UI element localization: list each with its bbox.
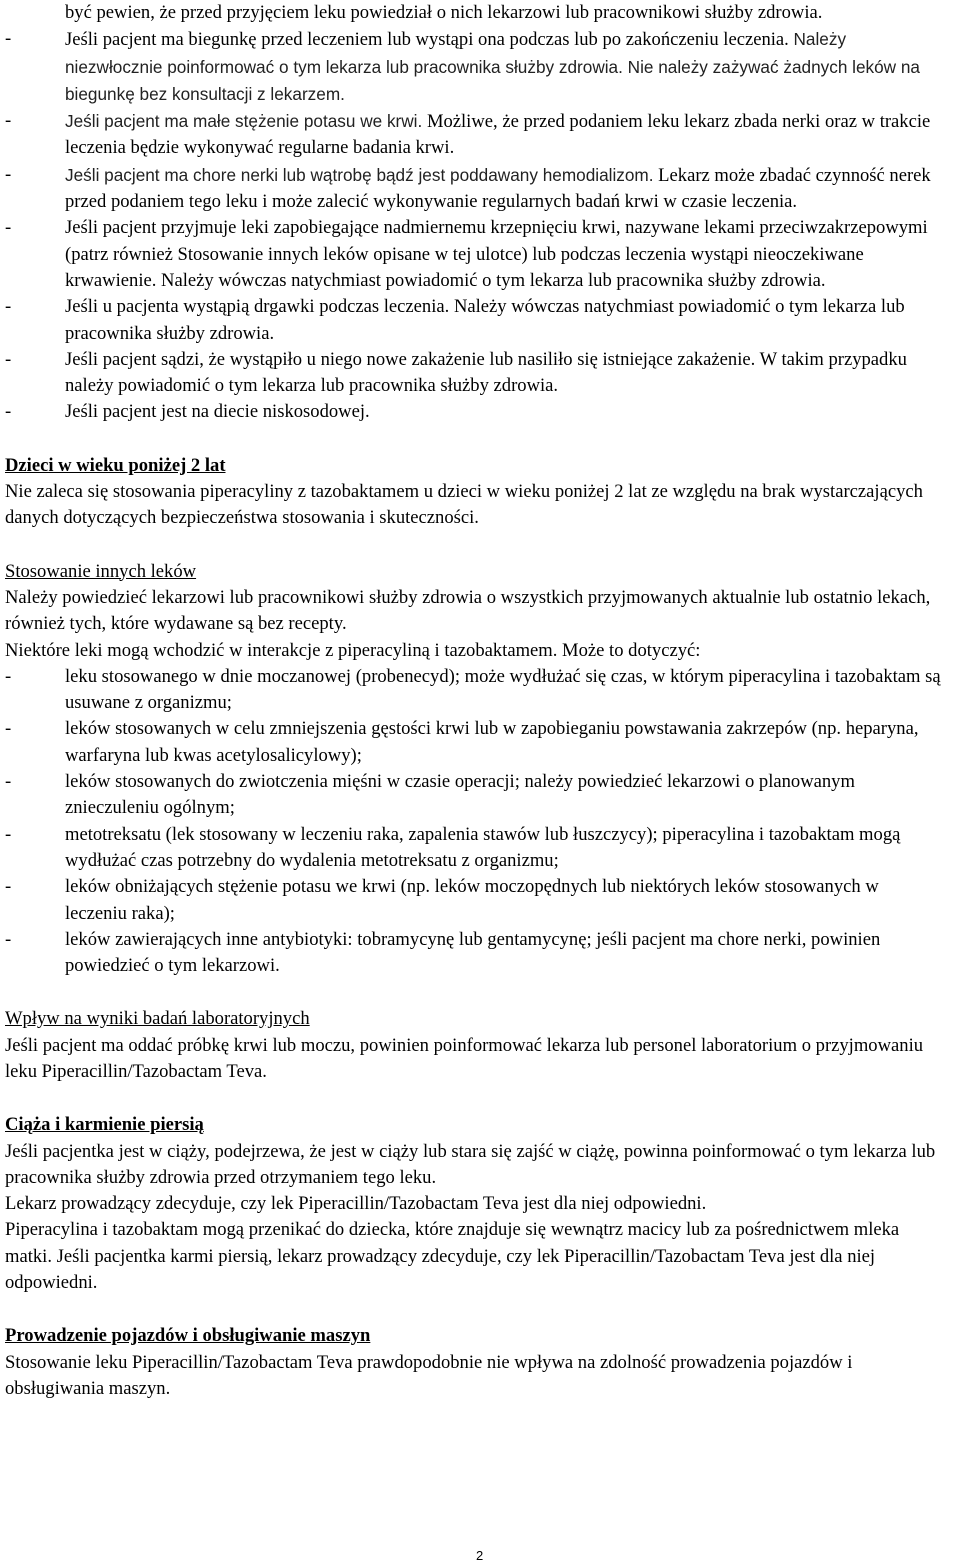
list-dash: - — [5, 28, 12, 50]
interaction-item — [5, 716, 945, 769]
precaution-item-kidney — [5, 162, 945, 216]
section-body-driving: Stosowanie leku Piperacillin/Tazobactam Teva prawdopodobnie nie wpływa na zdolność prowadzenia pojazdów i obsługiwania maszyn. — [5, 1351, 853, 1399]
interaction-item — [5, 822, 945, 875]
list-dash: - — [5, 163, 12, 185]
precaution-item-low-sodium — [5, 399, 945, 425]
section-body-children: Nie zaleca się stosowania piperacyliny z tazobaktamem u dzieci w wieku poniżej 2 lat ze względu na brak wystarczających danych dotyczących bezpieczeństwa stosowania i skuteczności. — [5, 481, 923, 529]
section-heading-lab: Wpływ na wyniki badań laboratoryjnych — [5, 1008, 310, 1030]
item-text: leków stosowanych do zwiotczenia mięśni w czasie operacji; należy powiedzieć lekarzowi o planowanym znieczuleniu ogólnym; — [65, 771, 855, 819]
list-dash: - — [5, 876, 12, 898]
list-dash: - — [5, 401, 12, 423]
item-text: Jeśli pacjent jest na diecie niskosodowej. — [65, 401, 370, 423]
item-text: metotreksatu (lek stosowany w leczeniu raka, zapalenia stawów lub łuszczycy); piperacylina i tazobaktam mogą wydłużać czas potrzebny do wydalenia metotreksatu z organizmu; — [65, 823, 901, 871]
precaution-item-anticoagulants — [5, 215, 945, 294]
item-text: Jeśli pacjent sądzi, że wystąpiło u niego nowe zakażenie lub nasiliło się istniejące zakażenie. W takim przypadku należy powiadomić o tym lekarza lub pracownika służby zdrowia. — [65, 348, 907, 397]
list-dash: - — [5, 110, 12, 132]
list-dash: - — [5, 718, 12, 740]
interaction-item — [5, 874, 945, 927]
section-heading-other-meds: Stosowanie innych leków — [5, 560, 197, 582]
precaution-item-seizures — [5, 294, 945, 347]
list-dash: - — [5, 217, 12, 239]
item-text: Jeśli u pacjenta wystąpią drgawki podczas leczenia. Należy wówczas natychmiast powiadomić o tym lekarza lub pracownika służby zdrowia. — [65, 296, 905, 344]
section-heading-children: Dzieci w wieku poniżej 2 lat — [5, 454, 226, 476]
section-body-pregnancy-doctor: Lekarz prowadzący zdecyduje, czy lek Piperacillin/Tazobactam Teva jest dla niej odpowiedni. — [5, 1193, 707, 1215]
interaction-item — [5, 927, 945, 980]
section-heading-driving: Prowadzenie pojazdów i obsługiwanie maszyn — [5, 1325, 371, 1347]
list-dash: - — [5, 771, 12, 793]
list-dash: - — [5, 665, 12, 687]
precaution-item-diarrhea — [5, 26, 945, 108]
item-text: Lekarz może zbadać czynność nerek przed podaniem tego leku i może zalecić wykonywanie regularnych badań krwi w czasie leczenia. — [65, 164, 931, 213]
section-body-pregnancy: Jeśli pacjentka jest w ciąży, podejrzewa, że jest w ciąży lub stara się zajść w ciążę, powinna poinformować o tym lekarza lub pracownika służby zdrowia przed otrzymaniem tego leku. — [5, 1140, 936, 1188]
item-text: leku stosowanego w dnie moczanowej (probenecyd); może wydłużać się czas, w którym piperacylina i tazobaktam są usuwane z organizmu; — [65, 665, 941, 714]
list-dash: - — [5, 823, 12, 845]
item-text-sans: Należy niezwłocznie poinformować o tym lekarza lub pracownika służby zdrowia. Nie należy zażywać żadnych leków na biegunkę bez konsultacji z lekarzem. — [65, 29, 920, 104]
item-text: Jeśli pacjent przyjmuje leki zapobiegające nadmiernemu krzepnięciu krwi, nazywane lekami przeciwzakrzepowymi (patrz również Stosowanie innych leków opisane w tej ulotce) lub podczas leczenia wystąpi nieoczekiwane krwawienie. Należy wówczas natychmiast powiadomić o tym lekarza lub pracownika służby zdrowia. — [65, 217, 928, 291]
section-body-other-meds-interactions: Niektóre leki mogą wchodzić w interakcje z piperacyliną i tazobaktamem. Może to dotyczyć: — [5, 639, 701, 661]
list-dash: - — [5, 348, 12, 370]
section-heading-pregnancy: Ciąża i karmienie piersią — [5, 1114, 204, 1136]
section-body-other-meds: Należy powiedzieć lekarzowi lub pracownikowi służby zdrowia o wszystkich przyjmowanych aktualnie lub ostatnio lekach, również tych, które wydawane są bez recepty. — [5, 586, 931, 635]
item-text: Możliwe, że przed podaniem leku lekarz zbada nerki oraz w trakcie leczenia będzie wykonywać regularne badania krwi. — [65, 111, 931, 159]
continuation-text: być pewien, że przed przyjęciem leku powiedział o nich lekarzowi lub pracownikowi służby zdrowia. — [65, 2, 823, 23]
precaution-item-potassium — [5, 108, 945, 162]
precaution-item-infection — [5, 347, 945, 400]
item-text: leków obniżających stężenie potasu we krwi (np. leków moczopędnych lub niektórych leków stosowanych w leczeniu raka); — [65, 876, 879, 924]
page-number: 2 — [476, 1548, 484, 1563]
list-dash: - — [5, 296, 12, 318]
list-dash: - — [5, 928, 12, 950]
item-text-sans: Jeśli pacjent ma małe stężenie potasu we krwi. — [65, 111, 423, 132]
item-text-sans: Jeśli pacjent ma chore nerki lub wątrobę bądź jest poddawany hemodializom. — [65, 164, 654, 185]
interaction-item — [5, 769, 945, 822]
section-body-pregnancy-breastfeeding: Piperacylina i tazobaktam mogą przenikać do dziecka, które znajduje się wewnątrz macicy lub za pośrednictwem mleka matki. Jeśli pacjentka karmi piersią, lekarz prowadzący zdecyduje, czy lek Piperacillin/Tazobactam Teva jest dla niej odpowiedni. — [5, 1219, 900, 1294]
item-text: leków stosowanych w celu zmniejszenia gęstości krwi lub w zapobieganiu powstawania zakrzepów (np. heparyna, warfaryna lub kwas acetylosalicylowy); — [65, 718, 919, 766]
section-body-lab: Jeśli pacjent ma oddać próbkę krwi lub moczu, powinien poinformować lekarza lub personel laboratorium o przyjmowaniu leku Piperacillin/Tazobactam Teva. — [5, 1034, 924, 1082]
interaction-item — [5, 664, 945, 717]
item-text: leków zawierających inne antybiotyki: tobramycynę lub gentamycynę; jeśli pacjent ma chore nerki, powinien powiedzieć o tym lekarzowi. — [65, 928, 881, 977]
item-text: Jeśli pacjent ma biegunkę przed leczeniem lub wystąpi ona podczas lub po zakończeniu leczenia. — [65, 29, 789, 51]
document-page — [5, 0, 945, 1402]
